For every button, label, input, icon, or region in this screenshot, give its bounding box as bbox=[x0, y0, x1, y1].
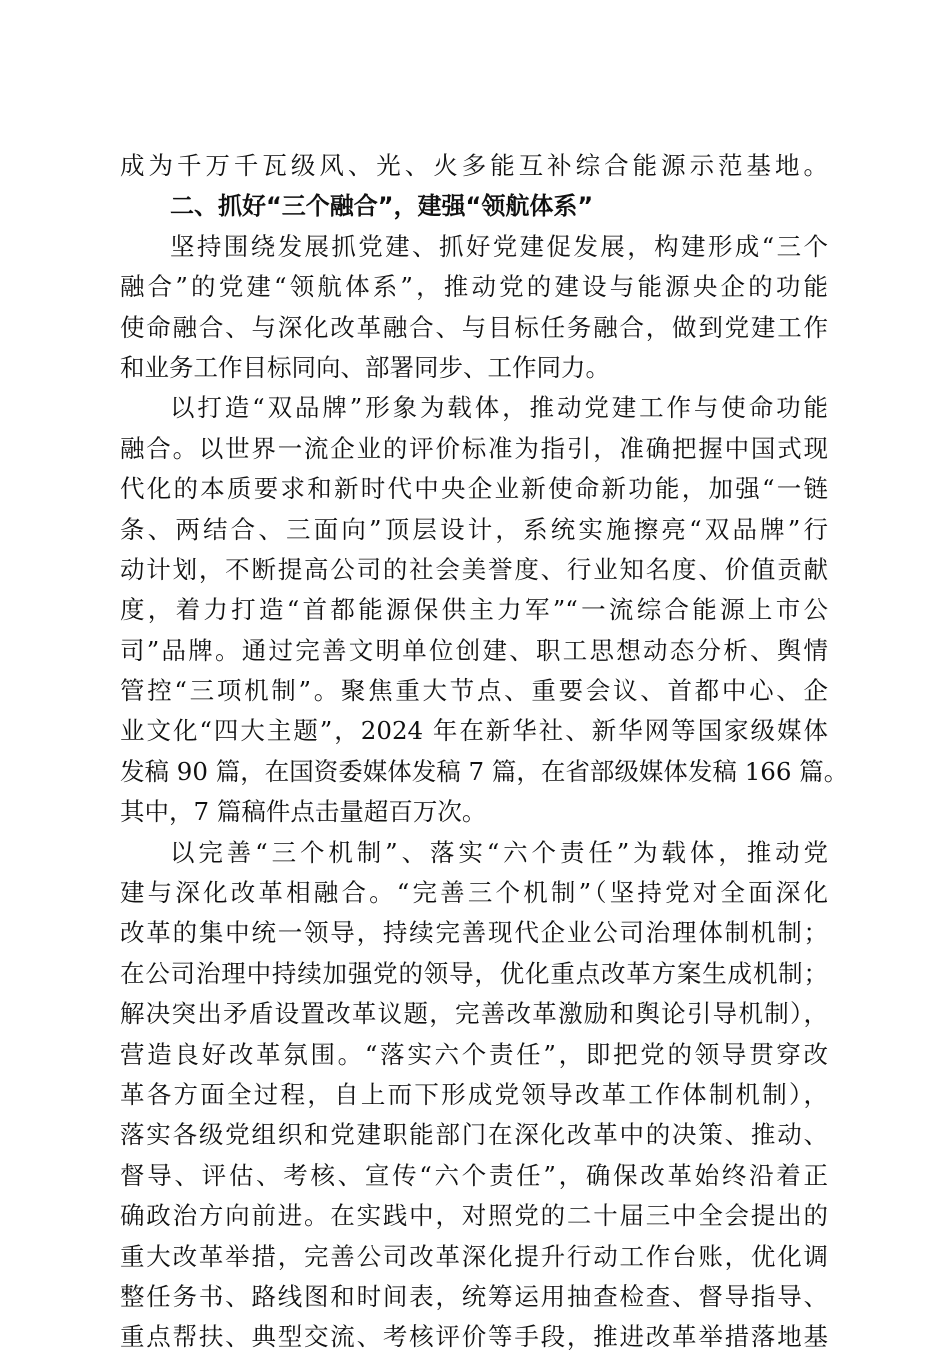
paragraph-line: 融合”的党建“领航体系”，推动党的建设与能源央企的功能 bbox=[120, 272, 828, 302]
section-heading: 二、抓好“三个融合”，建强“领航体系” bbox=[170, 192, 594, 221]
paragraph-line: 改革的集中统一领导，持续完善现代企业公司治理体制机制； bbox=[120, 918, 828, 948]
paragraph-line: 使命融合、与深化改革融合、与目标任务融合，做到党建工作 bbox=[120, 312, 828, 342]
paragraph-line: 坚持围绕发展抓党建、抓好党建促发展，构建形成“三个 bbox=[170, 231, 828, 261]
paragraph-line: 落实各级党组织和党建职能部门在深化改革中的决策、推动、 bbox=[120, 1120, 828, 1150]
paragraph-line: 在公司治理中持续加强党的领导，优化重点改革方案生成机制； bbox=[120, 958, 828, 988]
paragraph-line: 代化的本质要求和新时代中央企业新使命新功能，加强“一链 bbox=[120, 474, 828, 504]
paragraph-line: 其中，7 篇稿件点击量超百万次。 bbox=[120, 797, 487, 827]
paragraph-line: 督导、评估、考核、宣传“六个责任”，确保改革始终沿着正 bbox=[120, 1160, 828, 1190]
paragraph-line: 确政治方向前进。在实践中，对照党的二十届三中全会提出的 bbox=[120, 1201, 828, 1231]
paragraph-line: 革各方面全过程，自上而下形成党领导改革工作体制机制）， bbox=[120, 1079, 828, 1109]
paragraph-line: 营造良好改革氛围。“落实六个责任”，即把党的领导贯穿改 bbox=[120, 1039, 828, 1069]
paragraph-line: 成为千万千瓦级风、光、火多能互补综合能源示范基地。 bbox=[120, 151, 828, 180]
paragraph-line: 以打造“双品牌”形象为载体，推动党建工作与使命功能 bbox=[170, 393, 828, 423]
paragraph-line: 解决突出矛盾设置改革议题，完善改革激励和舆论引导机制）， bbox=[120, 999, 828, 1029]
paragraph-line: 重大改革举措，完善公司改革深化提升行动工作台账，优化调 bbox=[120, 1241, 828, 1271]
paragraph-line: 条、两结合、三面向”顶层设计，系统实施擦亮“双品牌”行 bbox=[120, 514, 828, 544]
paragraph-line: 度，着力打造“首都能源保供主力军”“一流综合能源上市公 bbox=[120, 595, 828, 625]
paragraph-line: 和业务工作目标同向、部署同步、工作同力。 bbox=[120, 352, 610, 382]
paragraph-line: 司”品牌。通过完善文明单位创建、职工思想动态分析、舆情 bbox=[120, 635, 828, 665]
paragraph-line: 动计划，不断提高公司的社会美誉度、行业知名度、价值贡献 bbox=[120, 554, 828, 584]
document-body bbox=[120, 146, 849, 1358]
paragraph-line: 融合。以世界一流企业的评价标准为指引，准确把握中国式现 bbox=[120, 433, 828, 463]
paragraph-line: 业文化“四大主题”，2024 年在新华社、新华网等国家级媒体 bbox=[120, 716, 828, 746]
paragraph-line: 发稿 90 篇，在国资委媒体发稿 7 篇，在省部级媒体发稿 166 篇。 bbox=[120, 756, 849, 786]
paragraph-line: 重点帮扶、典型交流、考核评价等手段，推进改革举措落地基 bbox=[120, 1322, 828, 1352]
paragraph-line: 整任务书、路线图和时间表，统筹运用抽查检查、督导指导、 bbox=[120, 1281, 828, 1311]
paragraph-line: 以完善“三个机制”、落实“六个责任”为载体，推动党 bbox=[170, 837, 828, 867]
paragraph-line: 管控“三项机制”。聚焦重大节点、重要会议、首都中心、企 bbox=[120, 676, 828, 706]
paragraph-line: 建与深化改革相融合。“完善三个机制”（坚持党对全面深化 bbox=[120, 878, 828, 908]
